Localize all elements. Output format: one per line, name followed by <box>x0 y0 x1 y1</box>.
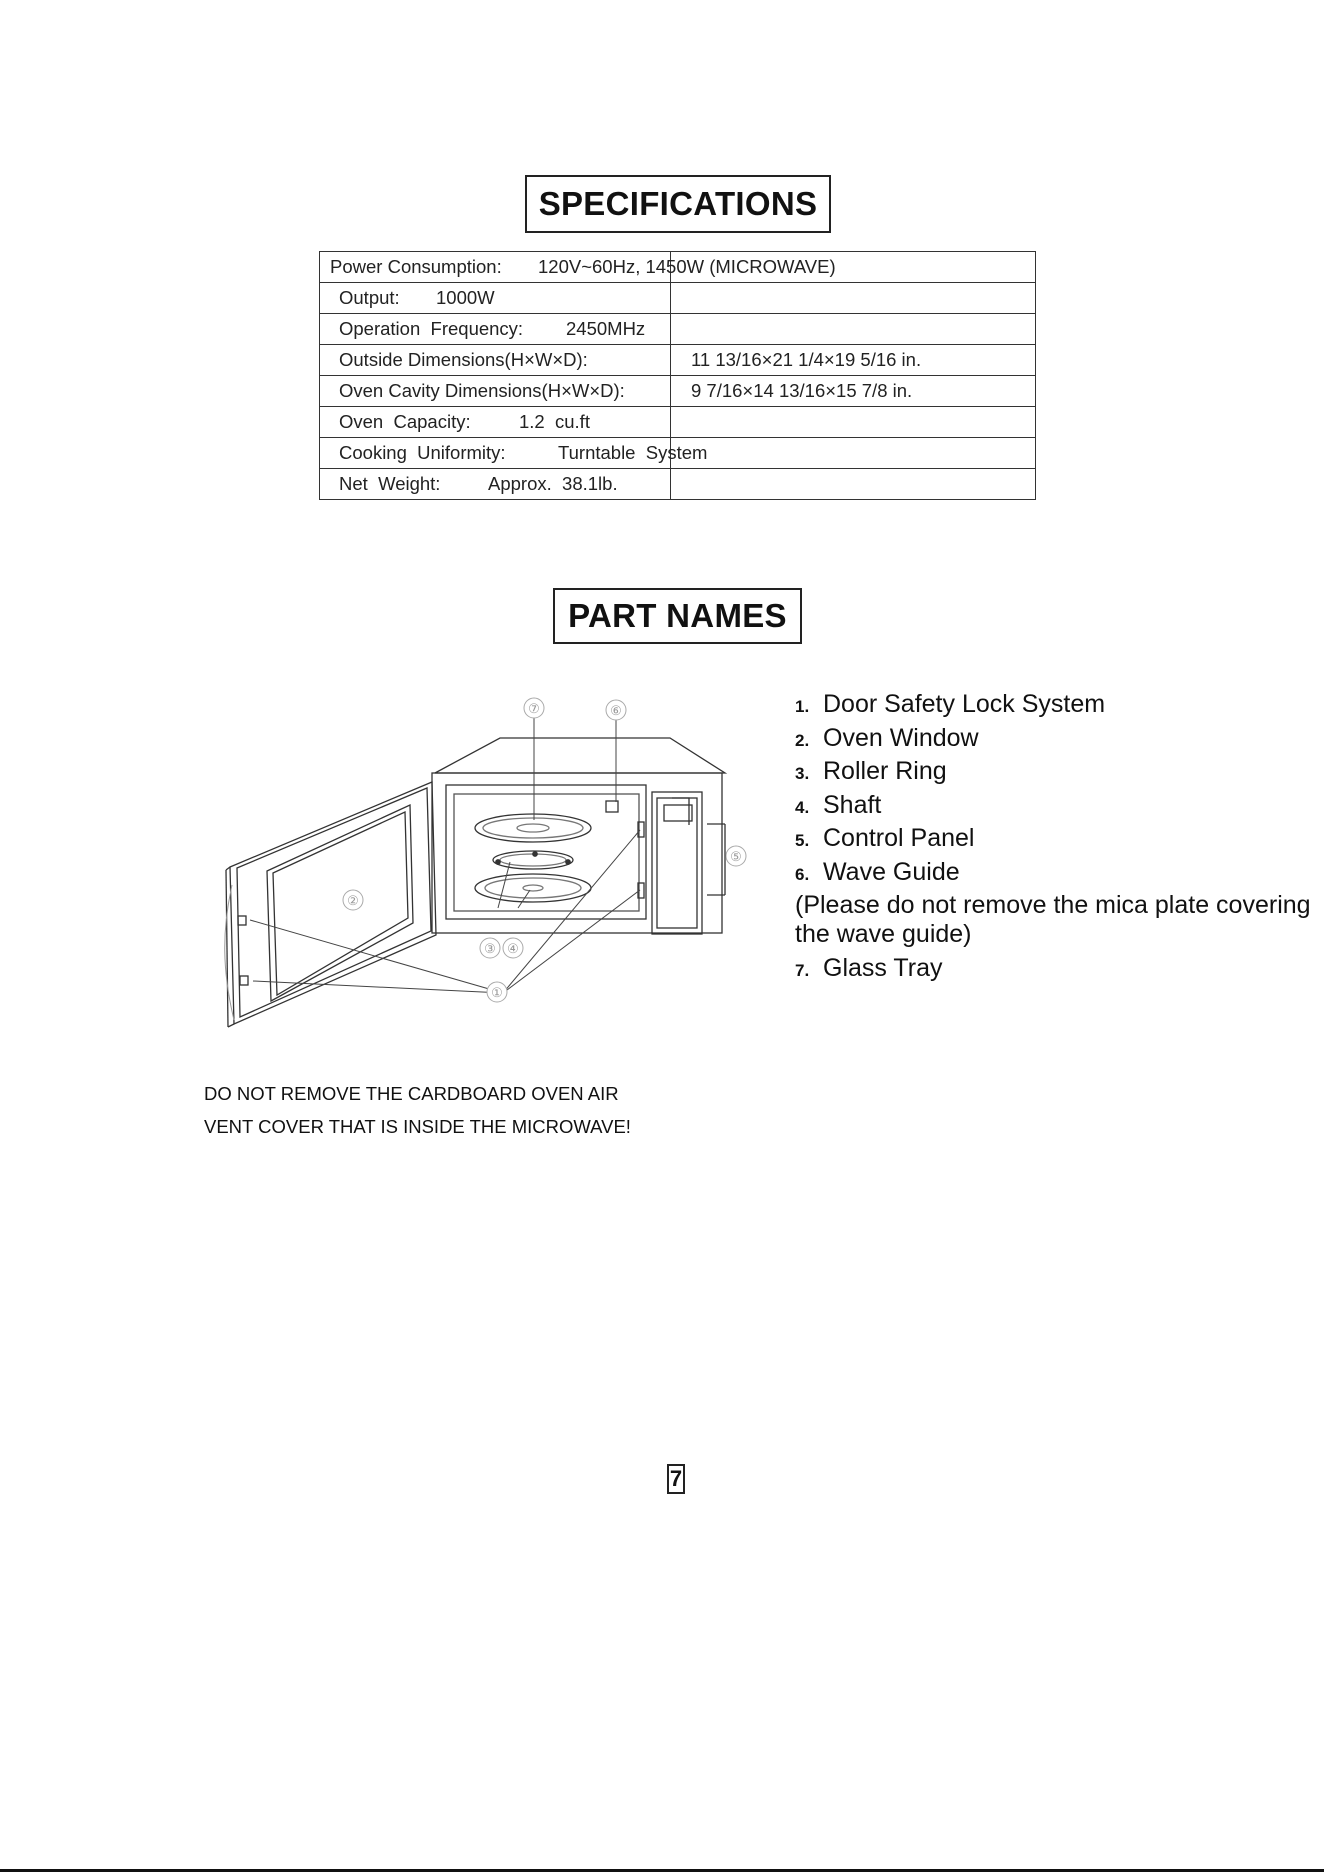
list-item <box>795 688 1315 722</box>
callout-label-2: ② <box>347 893 359 908</box>
callout-label-5: ⑤ <box>730 849 742 864</box>
list-item <box>795 856 1315 890</box>
part-label: Shaft <box>823 790 882 819</box>
list-item <box>795 755 1315 789</box>
door-illustration <box>225 782 436 1027</box>
part-number: 3. <box>795 764 810 783</box>
spec-cell-label <box>320 438 708 469</box>
spec-cell-label <box>320 314 671 345</box>
part-names-title: PART NAMES <box>553 588 802 644</box>
spec-label-cavity-dimensions: Oven Cavity Dimensions(H×W×D): <box>339 380 625 401</box>
spec-cell-empty <box>671 438 1036 469</box>
part-number: 7. <box>795 961 810 980</box>
part-number: 4. <box>795 797 810 817</box>
callout-label-6: ⑥ <box>610 703 622 718</box>
spec-label-power: Power Consumption: <box>330 256 502 277</box>
part-number: 1. <box>795 697 810 716</box>
spec-value-weight: Approx. 38.1lb. <box>488 473 618 494</box>
control-panel-illustration <box>652 792 725 934</box>
spec-label-output: Output: <box>339 287 400 308</box>
spec-cell-value <box>671 345 1036 376</box>
spec-cell-label <box>320 252 836 283</box>
wave-guide-note: (Please do not remove the mica plate covering the wave guide) <box>795 891 1311 948</box>
part-label: Glass Tray <box>823 954 943 982</box>
table-row <box>320 283 1036 314</box>
spec-value-output: 1000W <box>436 287 495 308</box>
cabinet-top <box>435 738 725 773</box>
spec-cell-label <box>320 407 671 438</box>
spec-value-cavity-dimensions: 9 7/16×14 13/16×15 7/8 in. <box>691 380 913 401</box>
spec-cell-label <box>320 469 671 500</box>
spec-label-outside-dimensions: Outside Dimensions(H×W×D): <box>339 349 588 370</box>
spec-cell-label <box>320 376 671 407</box>
list-item <box>795 789 1315 823</box>
table-row <box>320 438 1036 469</box>
callout-label-3: ③ <box>484 941 496 956</box>
part-label: Oven Window <box>823 723 979 752</box>
spec-cell-empty <box>671 314 1036 345</box>
part-label: Door Safety Lock System <box>823 690 1106 718</box>
spec-cell-value <box>671 376 1036 407</box>
microwave-diagram <box>220 690 760 1035</box>
part-label: Roller Ring <box>823 757 947 785</box>
cabinet-body <box>432 773 722 933</box>
part-label: Control Panel <box>823 824 975 852</box>
specifications-title: SPECIFICATIONS <box>525 175 831 233</box>
roller-ring-illustration <box>493 851 573 869</box>
table-row <box>320 252 1036 283</box>
spec-cell-empty <box>671 283 1036 314</box>
part-number: 5. <box>795 831 810 850</box>
table-row <box>320 407 1036 438</box>
list-item <box>795 822 1315 856</box>
part-names-list <box>795 688 1315 986</box>
spec-value-power: 120V~60Hz, 1450W (MICROWAVE) <box>538 256 836 277</box>
specifications-table <box>319 251 1036 500</box>
part-label: Wave Guide <box>823 857 960 886</box>
spec-cell-empty <box>671 252 1036 283</box>
spec-value-uniformity: Turntable System <box>558 442 708 463</box>
spec-value-outside-dimensions: 11 13/16×21 1/4×19 5/16 in. <box>691 349 922 370</box>
list-item <box>795 722 1315 756</box>
spec-cell-label <box>320 283 671 314</box>
warning-line: VENT COVER THAT IS INSIDE THE MICROWAVE! <box>204 1116 631 1137</box>
page-number: 7 <box>667 1464 685 1494</box>
part-number: 2. <box>795 730 810 750</box>
glass-tray-illustration <box>475 814 591 842</box>
callout-label-4: ④ <box>507 941 519 956</box>
spec-label-frequency: Operation Frequency: <box>339 318 524 339</box>
callout-label-1: ① <box>491 985 503 1000</box>
list-item <box>795 952 1315 986</box>
table-row <box>320 345 1036 376</box>
spec-cell-empty <box>671 469 1036 500</box>
spec-cell-empty <box>671 407 1036 438</box>
table-row <box>320 376 1036 407</box>
warning-notice <box>204 1077 631 1143</box>
spec-label-uniformity: Cooking Uniformity: <box>339 442 506 463</box>
spec-label-capacity: Oven Capacity: <box>339 411 471 432</box>
warning-line: DO NOT REMOVE THE CARDBOARD OVEN AIR <box>204 1083 619 1104</box>
spec-value-capacity: 1.2 cu.ft <box>519 411 590 432</box>
spec-label-weight: Net Weight: <box>339 473 441 494</box>
spec-value-frequency: 2450MHz <box>566 318 646 339</box>
part-number: 6. <box>795 864 810 884</box>
spec-cell-label <box>320 345 671 376</box>
table-row <box>320 469 1036 500</box>
callout-label-7: ⑦ <box>528 701 540 716</box>
table-row <box>320 314 1036 345</box>
